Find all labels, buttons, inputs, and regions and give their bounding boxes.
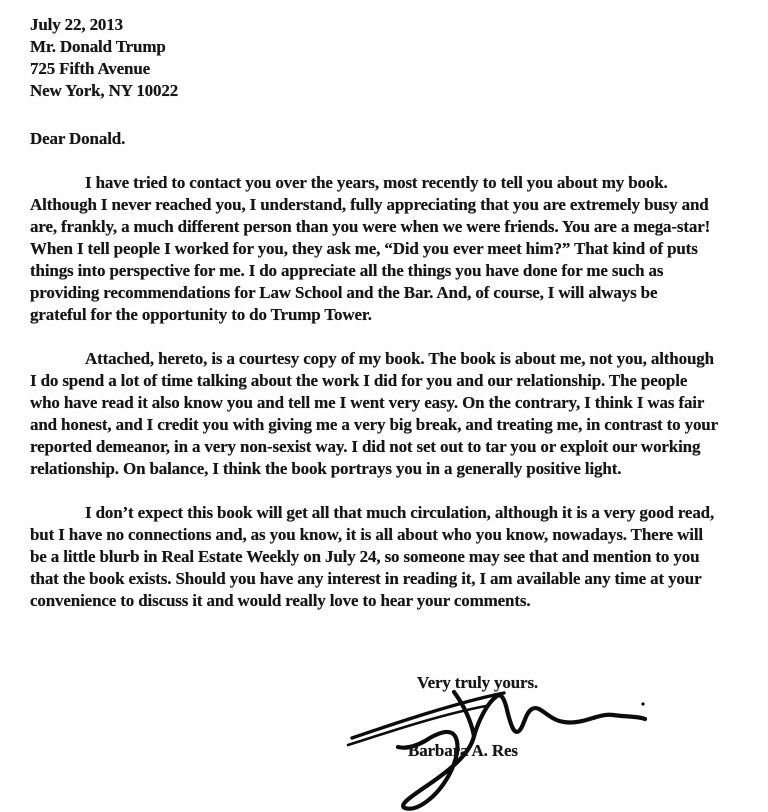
body-line: I have tried to contact you over the years, most recently to tell you about my book. [85,173,668,192]
body-line: who have read it also know you and tell me I went very easy. On the contrary, I think I was fair [30,393,705,412]
body-line: grateful for the opportunity to do Trump Tower. [30,305,372,324]
letter-date: July 22, 2013 [30,15,123,34]
body-line: When I tell people I worked for you, they ask me, “Did you ever meet him?” That kind of puts [30,239,698,258]
recipient-name: Mr. Donald Trump [30,37,166,56]
body-line: I don’t expect this book will get all that much circulation, although it is a very good read, [85,503,715,522]
body-line: Attached, hereto, is a courtesy copy of my book. The book is about me, not you, although [85,349,714,368]
signature-block [30,694,742,812]
recipient-city: New York, NY 10022 [30,81,179,100]
body-line: but I have no connections and, as you know, it is all about who you know, nowadays. There will [30,525,704,544]
closing-phrase: Very truly yours. [417,673,539,692]
paragraph-2 [30,348,742,480]
body-line: relationship. On balance, I think the book portrays you in a generally positive light. [30,459,622,478]
body-line: Although I never reached you, I understand, fully appreciating that you are extremely busy and [30,195,709,214]
paragraph-3 [30,502,742,612]
letter-header [30,14,742,102]
salutation: Dear Donald. [30,129,126,148]
body-line: I do spend a lot of time talking about the work I did for you and our relationship. The people [30,371,688,390]
body-line: reported demeanor, in a very non-sexist way. I did not set out to tar you or exploit our working [30,437,701,456]
body-line: providing recommendations for Law School and the Bar. And, of course, I will always be [30,283,658,302]
body-line: things into perspective for me. I do appreciate all the things you have done for me such as [30,261,664,280]
body-line: are, frankly, a much different person than you were when we were friends. You are a mega-star! [30,217,711,236]
paragraph-1 [30,172,742,326]
signature-typed-name: Barbara A. Res [408,741,518,760]
body-line: be a little blurb in Real Estate Weekly on July 24, so someone may see that and mention to you [30,547,700,566]
recipient-street: 725 Fifth Avenue [30,59,151,78]
body-line: and honest, and I credit you with giving me a very big break, and treating me, in contrast to your [30,415,718,434]
body-line: that the book exists. Should you have any interest in reading it, I am available any time at your [30,569,702,588]
body-line: convenience to discuss it and would really love to hear your comments. [30,591,531,610]
